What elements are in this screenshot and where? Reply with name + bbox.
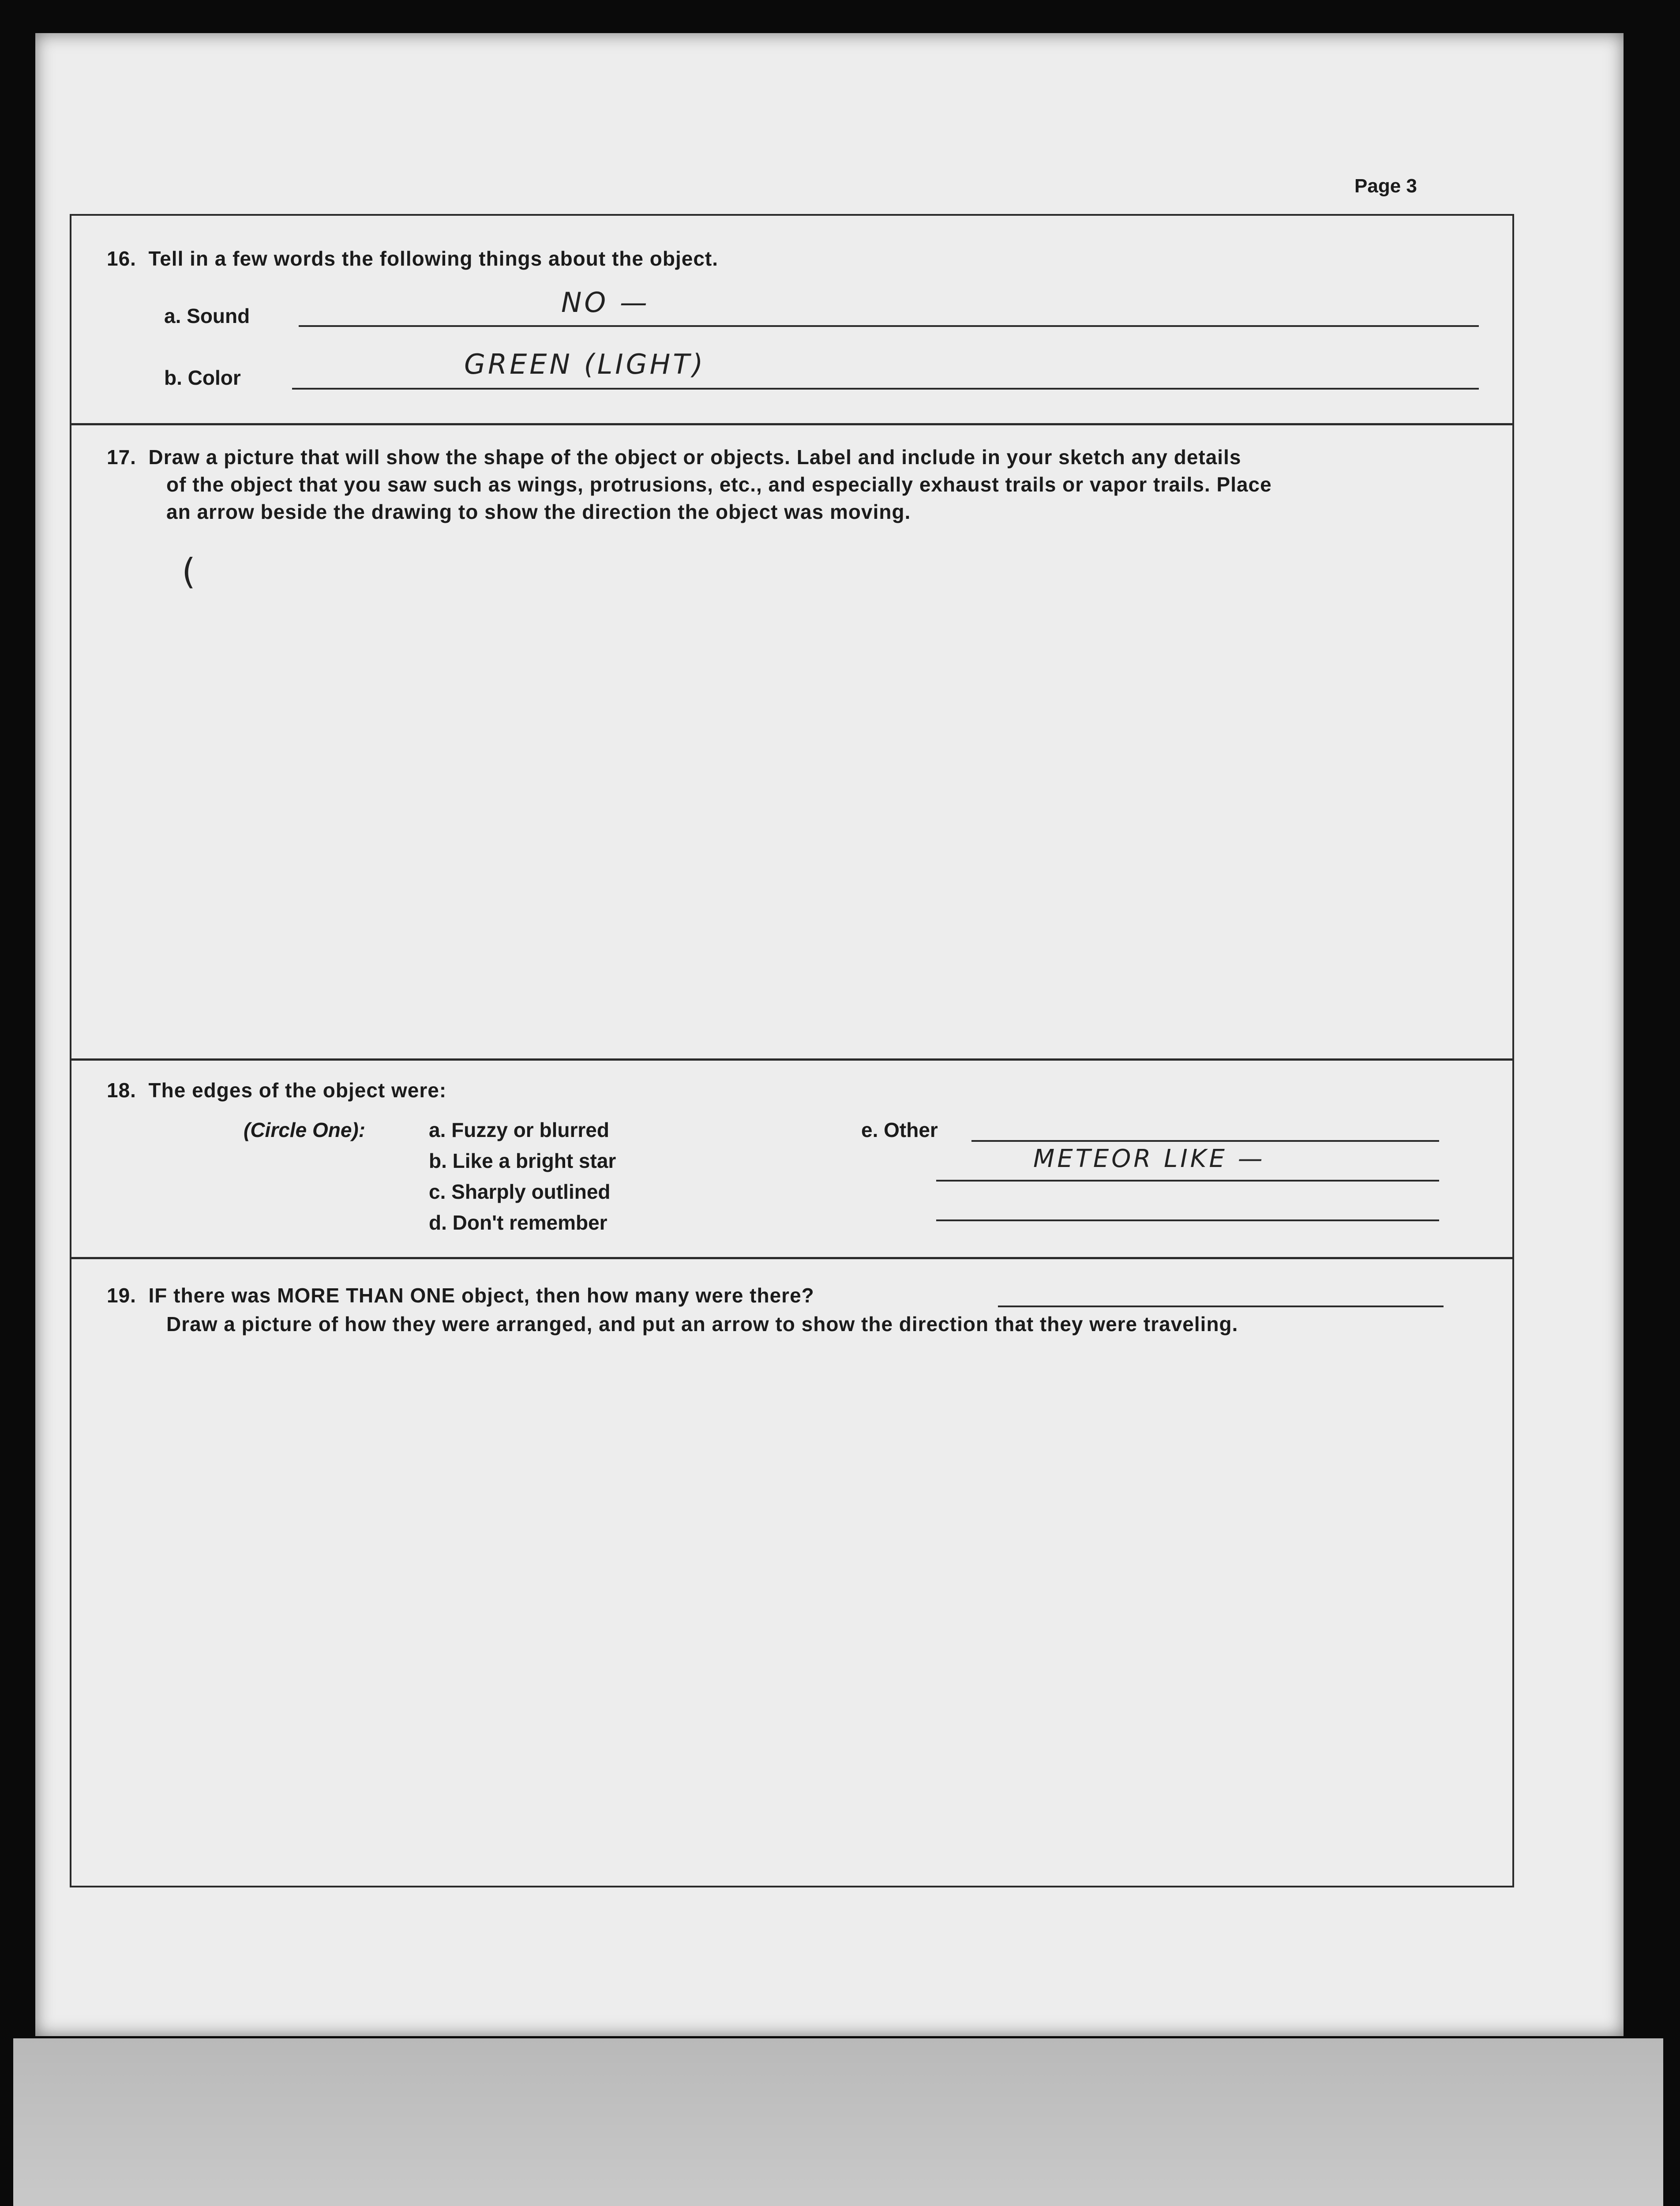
form-frame (70, 214, 1514, 1887)
divider-17-18 (71, 1058, 1512, 1061)
q19-text-2: Draw a picture of how they were arranged, and put an arrow to show the direction that they were traveling. (166, 1313, 1238, 1336)
q17-sketch-mark: ( (182, 551, 199, 592)
q18-option-d[interactable]: d. Don't remember (429, 1211, 608, 1234)
q18-other-line-1 (971, 1140, 1439, 1142)
q19-text-1: IF there was MORE THAN ONE object, then how many were there? (148, 1284, 814, 1307)
q18-other-line-3 (936, 1219, 1439, 1221)
q16-question: Tell in a few words the following things about the object. (148, 247, 719, 270)
film-lower-area (13, 2038, 1663, 2206)
q18-other-line-2 (936, 1180, 1439, 1182)
q16b-label: b. Color (164, 366, 241, 389)
q18-line (107, 1078, 446, 1102)
q18-option-c[interactable]: c. Sharply outlined (429, 1180, 611, 1203)
q16a-value: NO — (561, 286, 650, 319)
q17-text-1: Draw a picture that will show the shape of the object or objects. Label and include in your sketch any details (148, 446, 1241, 469)
q18-other-value: METEOR LIKE — (1033, 1144, 1265, 1173)
q16b-line (292, 388, 1479, 390)
q17-number: 17. (107, 446, 136, 469)
q17-text-2: of the object that you saw such as wings, protrusions, etc., and especially exhaust trails or vapor trails. Place (166, 473, 1272, 496)
q17-line1 (107, 445, 1241, 469)
q18-text: The edges of the object were: (148, 1079, 447, 1102)
q19-line1 (107, 1283, 814, 1307)
q18-option-b[interactable]: b. Like a bright star (429, 1149, 616, 1172)
q18-option-a[interactable]: a. Fuzzy or blurred (429, 1118, 609, 1141)
q16-text (107, 247, 718, 270)
form-page (35, 33, 1624, 2036)
q19-count-line (998, 1306, 1444, 1307)
q19-number: 19. (107, 1284, 136, 1307)
q18-circle-one: (Circle One): (244, 1118, 366, 1141)
q16a-line (299, 325, 1479, 327)
q16b-value: GREEN (LIGHT) (464, 348, 706, 380)
page-number: Page 3 (1354, 175, 1417, 197)
q18-number: 18. (107, 1079, 136, 1102)
q17-text-3: an arrow beside the drawing to show the direction the object was moving. (166, 500, 911, 523)
q18-other-label: e. Other (861, 1118, 938, 1141)
q16-number: 16. (107, 247, 136, 270)
q16a-label: a. Sound (164, 304, 250, 327)
divider-18-19 (71, 1257, 1512, 1259)
divider-16-17 (71, 423, 1512, 425)
